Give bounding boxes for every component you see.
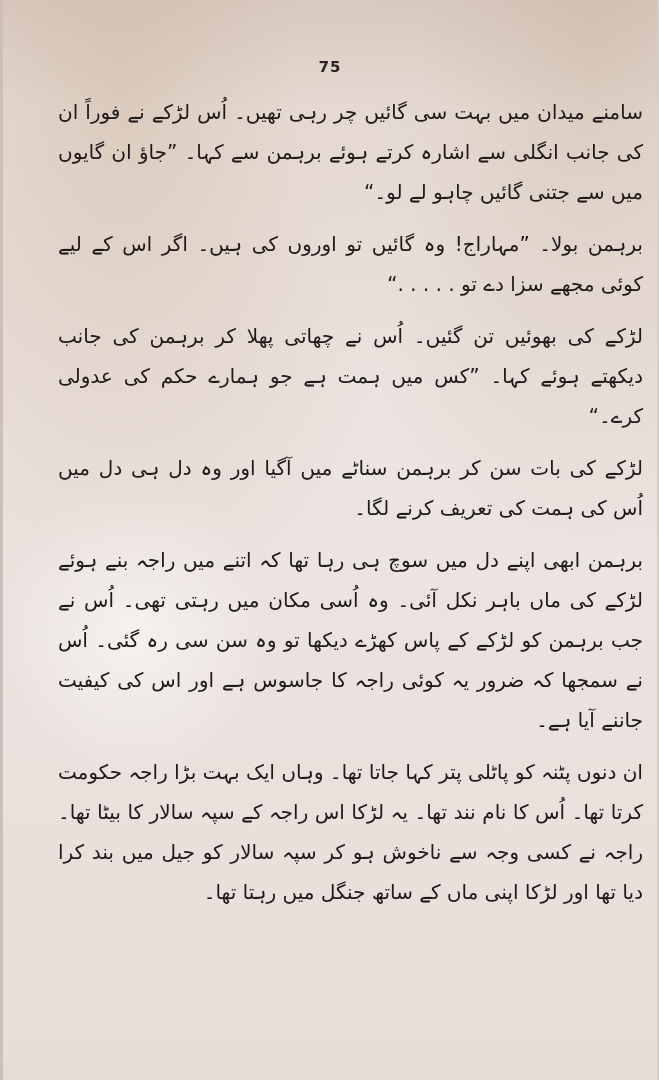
paragraph-4: لڑکے کی بات سن کر برہمن سناٹے میں آگیا اور وہ دل ہی دل میں اُس کی ہمت کی تعریف کرنے لگا۔ [58, 456, 643, 520]
page-number: 75 [318, 58, 342, 76]
paragraph-6: ان دنوں پٹنہ کو پاٹلی پتر کہا جاتا تھا۔ وہاں ایک بہت بڑا راجہ حکومت کرتا تھا۔ اُس کا نام نند تھا۔ یہ لڑکا اس راجہ کے سپہ سالار کا بیٹا تھا۔ راجہ نے کسی وجہ سے ناخوش ہو کر سپہ سالار کو جیل میں بند کرا دیا تھا اور لڑکا اپنی ماں کے ساتھ جنگل میں رہتا تھا۔ [58, 760, 643, 904]
paragraph-3: لڑکے کی بھوئیں تن گئیں۔ اُس نے چھاتی پھلا کر برہمن کی جانب دیکھتے ہوئے کہا۔ ”کس میں ہمت ہے جو ہمارے حکم کی عدولی کرے۔“ [58, 324, 643, 428]
paragraph-5: برہمن ابھی اپنے دل میں سوچ ہی رہا تھا کہ اتنے میں راجہ بنے ہوئے لڑکے کی ماں باہر نکل آئی۔ وہ اُسی مکان میں رہتی تھی۔ اُس نے جب برہمن کو لڑکے کے پاس کھڑے دیکھا تو وہ سن سی رہ گئی۔ اُس نے سمجھا کہ ضرور یہ کوئی راجہ کا جاسوس ہے اور اس کی کیفیت جاننے آیا ہے۔ [58, 548, 643, 732]
paragraph-1: سامنے میدان میں بہت سی گائیں چر رہی تھیں۔ اُس لڑکے نے فوراً ان کی جانب انگلی سے اشارہ کرتے ہوئے برہمن سے کہا۔ ”جاؤ ان گایوں میں سے جتنی گائیں چاہو لے لو۔“ [58, 100, 643, 204]
paragraph-2: برہمن بولا۔ ”مہاراج! وہ گائیں تو اوروں کی ہیں۔ اگر اس کے لیے کوئی مجھے سزا دے تو . . . . .“ [58, 232, 643, 296]
body-text [58, 92, 643, 924]
